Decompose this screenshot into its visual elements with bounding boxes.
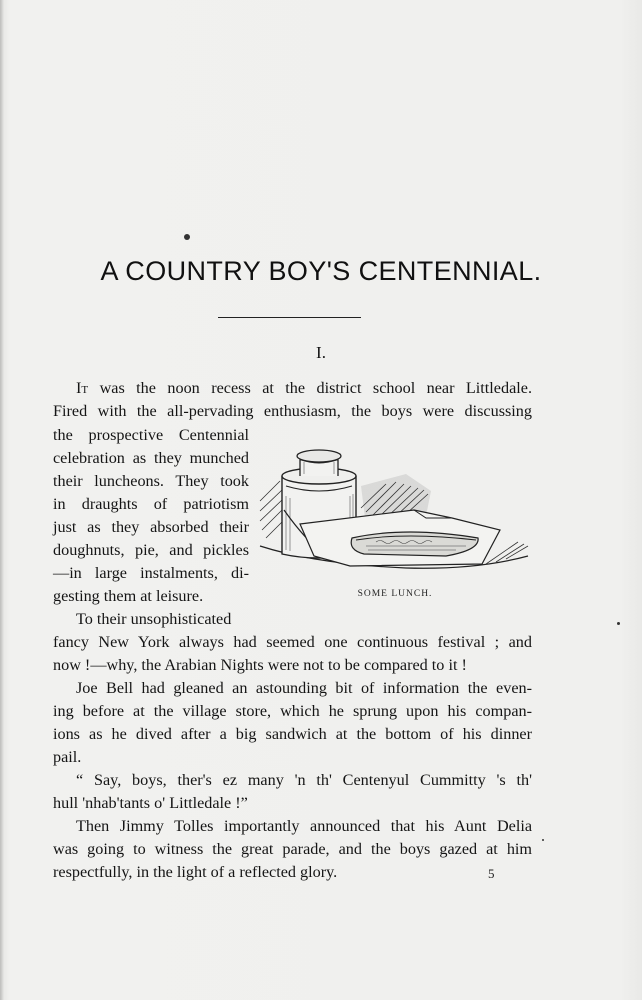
text-line-20: Then Jimmy Tolles importantly announced that his Aunt Delia (76, 817, 532, 835)
chapter-title: A COUNTRY BOY'S CENTENNIAL. (100, 256, 542, 286)
lunch-illustration (256, 446, 532, 576)
page-number: 5 (488, 866, 495, 881)
text-line-6: in draughts of patriotism (53, 495, 249, 513)
text-line-10: gesting them at leisure. (53, 587, 204, 605)
text-line-1 (76, 378, 532, 398)
page-edge-shadow (0, 0, 4, 1000)
text-line-4: celebration as they munched (53, 449, 249, 467)
text-line-18: “ Say, boys, ther's ez many 'n th' Centenyul Cummitty 's th' (76, 771, 532, 789)
text-line-15: ing before at the village store, which he sprung upon his compan- (53, 702, 532, 720)
text-line-12: fancy New York always had seemed one continuous festival ; and (53, 633, 532, 651)
text-line-9: —in large instalments, di- (53, 564, 249, 582)
text-line-22: respectfully, in the light of a reflected glory. (53, 863, 338, 881)
text-line-13: now !—why, the Arabian Nights were not to be compared to it ! (53, 656, 467, 674)
text-line-14: Joe Bell had gleaned an astounding bit of information the even- (76, 679, 532, 697)
drop-word: It (76, 379, 89, 397)
text-line-1-rest: was the noon recess at the district school near Littledale. (88, 379, 532, 397)
ink-speck (184, 234, 190, 240)
text-line-3: the prospective Centennial (53, 426, 249, 444)
text-line-2: Fired with the all-pervading enthusiasm, the boys were discussing (53, 402, 532, 420)
illustration-caption: SOME LUNCH. (357, 589, 433, 599)
section-number: I. (316, 343, 326, 362)
text-line-17: pail. (53, 748, 82, 766)
text-line-16: ions as he dived after a big sandwich at the bottom of his dinner (53, 725, 532, 743)
text-line-5: their luncheons. They took (53, 472, 249, 490)
text-line-8: doughnuts, pie, and pickles (53, 541, 249, 559)
title-rule (218, 317, 361, 318)
text-line-7: just as they absorbed their (53, 518, 249, 536)
text-line-19: hull 'nhab'tants o' Littledale !” (53, 794, 248, 812)
text-line-11: To their unsophisticated (76, 610, 232, 628)
ink-speck (617, 622, 620, 625)
text-line-21: was going to witness the great parade, and the boys gazed at him (53, 840, 532, 858)
ink-speck (542, 839, 544, 841)
